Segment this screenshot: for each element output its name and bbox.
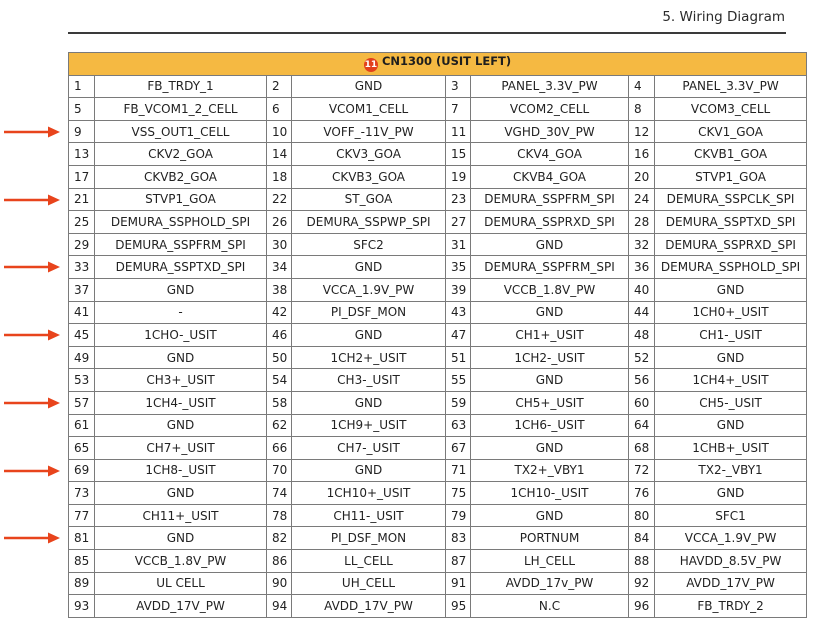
pin-signal: CH3+_USIT: [95, 369, 267, 392]
pin-signal: GND: [655, 482, 807, 505]
pin-number: 19: [446, 165, 471, 188]
pin-signal: CH3-_USIT: [292, 369, 446, 392]
pin-signal: VOFF_-11V_PW: [292, 120, 446, 143]
pin-signal: SFC2: [292, 233, 446, 256]
table-row: [69, 437, 807, 460]
table-row: [69, 459, 807, 482]
pin-number: 33: [69, 256, 95, 279]
pin-number: 20: [629, 165, 655, 188]
pin-number: 42: [267, 301, 292, 324]
pin-number: 28: [629, 211, 655, 234]
pin-table: [68, 52, 807, 618]
pin-number: 81: [69, 527, 95, 550]
pin-signal: DEMURA_SSPHOLD_SPI: [95, 211, 267, 234]
pin-number: 10: [267, 120, 292, 143]
pin-number: 83: [446, 527, 471, 550]
pin-signal: CKV2_GOA: [95, 143, 267, 166]
pin-signal: VCOM1_CELL: [292, 98, 446, 121]
pin-number: 31: [446, 233, 471, 256]
header-rule: [68, 32, 786, 34]
connector-banner: [69, 53, 807, 76]
pin-signal: FB_TRDY_1: [95, 75, 267, 98]
pin-signal: GND: [655, 278, 807, 301]
table-row: [69, 324, 807, 347]
pin-signal: DEMURA_SSPRXD_SPI: [655, 233, 807, 256]
pin-signal: 1CH4-_USIT: [95, 391, 267, 414]
pin-signal: 1CH0+_USIT: [655, 301, 807, 324]
pin-signal: CH5-_USIT: [655, 391, 807, 414]
pin-signal: GND: [292, 256, 446, 279]
pin-number: 52: [629, 346, 655, 369]
pin-signal: DEMURA_SSPHOLD_SPI: [655, 256, 807, 279]
pin-number: 17: [69, 165, 95, 188]
pin-number: 45: [69, 324, 95, 347]
pin-number: 90: [267, 572, 292, 595]
table-row: [69, 143, 807, 166]
pin-number: 88: [629, 550, 655, 573]
pin-number: 16: [629, 143, 655, 166]
pin-signal: VCOM2_CELL: [471, 98, 629, 121]
pin-signal: CKVB1_GOA: [655, 143, 807, 166]
pin-number: 56: [629, 369, 655, 392]
table-row: [69, 188, 807, 211]
arrow-icon: [4, 532, 60, 544]
pin-signal: GND: [471, 504, 629, 527]
table-row: [69, 278, 807, 301]
pin-signal: PI_DSF_MON: [292, 301, 446, 324]
pin-number: 77: [69, 504, 95, 527]
pin-signal: GND: [95, 414, 267, 437]
pin-number: 96: [629, 595, 655, 618]
pin-signal: GND: [471, 369, 629, 392]
pin-number: 87: [446, 550, 471, 573]
pin-signal: VCCA_1.9V_PW: [655, 527, 807, 550]
pin-signal: GND: [655, 346, 807, 369]
table-row: [69, 233, 807, 256]
pin-signal: GND: [292, 459, 446, 482]
pin-signal: 1CH6-_USIT: [471, 414, 629, 437]
pin-signal: CH7-_USIT: [292, 437, 446, 460]
pin-number: 22: [267, 188, 292, 211]
pin-signal: LH_CELL: [471, 550, 629, 573]
pin-number: 4: [629, 75, 655, 98]
pin-number: 47: [446, 324, 471, 347]
pin-signal: TX2-_VBY1: [655, 459, 807, 482]
pin-number: 2: [267, 75, 292, 98]
pin-number: 40: [629, 278, 655, 301]
pin-signal: DEMURA_SSPFRM_SPI: [471, 256, 629, 279]
pin-number: 44: [629, 301, 655, 324]
pin-signal: FB_TRDY_2: [655, 595, 807, 618]
pin-signal: CKVB2_GOA: [95, 165, 267, 188]
pin-signal: VSS_OUT1_CELL: [95, 120, 267, 143]
pin-number: 66: [267, 437, 292, 460]
pin-number: 5: [69, 98, 95, 121]
pin-number: 6: [267, 98, 292, 121]
pin-signal: GND: [292, 75, 446, 98]
pin-number: 38: [267, 278, 292, 301]
pin-number: 86: [267, 550, 292, 573]
pin-signal: 1CH10+_USIT: [292, 482, 446, 505]
pin-number: 24: [629, 188, 655, 211]
arrow-icon: [4, 465, 60, 477]
pin-signal: PANEL_3.3V_PW: [471, 75, 629, 98]
table-row: [69, 211, 807, 234]
pin-number: 14: [267, 143, 292, 166]
pin-number: 54: [267, 369, 292, 392]
pin-number: 76: [629, 482, 655, 505]
pin-number: 72: [629, 459, 655, 482]
pin-signal: GND: [95, 482, 267, 505]
pin-number: 12: [629, 120, 655, 143]
pin-signal: DEMURA_SSPFRM_SPI: [471, 188, 629, 211]
pin-signal: TX2+_VBY1: [471, 459, 629, 482]
table-row: [69, 572, 807, 595]
pin-number: 74: [267, 482, 292, 505]
pin-number: 59: [446, 391, 471, 414]
pin-number: 93: [69, 595, 95, 618]
table-row: [69, 346, 807, 369]
pin-number: 60: [629, 391, 655, 414]
pin-signal: 1CHO-_USIT: [95, 324, 267, 347]
pin-signal: PI_DSF_MON: [292, 527, 446, 550]
pin-number: 39: [446, 278, 471, 301]
table-row: [69, 527, 807, 550]
pin-number: 55: [446, 369, 471, 392]
pin-number: 69: [69, 459, 95, 482]
pin-number: 80: [629, 504, 655, 527]
pin-number: 43: [446, 301, 471, 324]
pin-signal: STVP1_GOA: [655, 165, 807, 188]
pin-signal: CH11+_USIT: [95, 504, 267, 527]
pin-number: 70: [267, 459, 292, 482]
pin-signal: VCCA_1.9V_PW: [292, 278, 446, 301]
pin-signal: GND: [471, 301, 629, 324]
pin-table-body: [69, 75, 807, 617]
pin-number: 91: [446, 572, 471, 595]
pin-signal: AVDD_17V_PW: [292, 595, 446, 618]
arrow-icon: [4, 194, 60, 206]
pin-number: 26: [267, 211, 292, 234]
pin-number: 67: [446, 437, 471, 460]
arrow-icon: [4, 126, 60, 138]
pin-number: 21: [69, 188, 95, 211]
pin-number: 71: [446, 459, 471, 482]
pin-number: 25: [69, 211, 95, 234]
pin-number: 62: [267, 414, 292, 437]
pin-number: 53: [69, 369, 95, 392]
pin-number: 3: [446, 75, 471, 98]
pin-signal: CKVB3_GOA: [292, 165, 446, 188]
pin-signal: LL_CELL: [292, 550, 446, 573]
pin-signal: ST_GOA: [292, 188, 446, 211]
pin-signal: DEMURA_SSPRXD_SPI: [471, 211, 629, 234]
pin-signal: PORTNUM: [471, 527, 629, 550]
pin-signal: UH_CELL: [292, 572, 446, 595]
pin-signal: GND: [95, 278, 267, 301]
pin-number: 11: [446, 120, 471, 143]
pin-signal: CKVB4_GOA: [471, 165, 629, 188]
pin-signal: GND: [655, 414, 807, 437]
pin-signal: SFC1: [655, 504, 807, 527]
pin-number: 48: [629, 324, 655, 347]
pin-signal: VCCB_1.8V_PW: [95, 550, 267, 573]
section-title: 5. Wiring Diagram: [662, 9, 785, 25]
pin-number: 36: [629, 256, 655, 279]
pin-signal: AVDD_17V_PW: [95, 595, 267, 618]
pin-signal: 1CH9+_USIT: [292, 414, 446, 437]
pin-number: 18: [267, 165, 292, 188]
pin-number: 61: [69, 414, 95, 437]
pin-number: 94: [267, 595, 292, 618]
table-row: [69, 98, 807, 121]
pin-number: 65: [69, 437, 95, 460]
pin-signal: UL CELL: [95, 572, 267, 595]
arrow-icon: [4, 261, 60, 273]
pin-signal: VGHD_30V_PW: [471, 120, 629, 143]
pin-signal: HAVDD_8.5V_PW: [655, 550, 807, 573]
pin-signal: 1CH2-_USIT: [471, 346, 629, 369]
pin-number: 41: [69, 301, 95, 324]
pin-signal: 1CH8-_USIT: [95, 459, 267, 482]
pin-number: 89: [69, 572, 95, 595]
pin-number: 92: [629, 572, 655, 595]
pin-signal: CKV3_GOA: [292, 143, 446, 166]
pin-signal: GND: [95, 346, 267, 369]
pin-number: 29: [69, 233, 95, 256]
pin-number: 23: [446, 188, 471, 211]
pin-signal: GND: [471, 437, 629, 460]
pin-number: 85: [69, 550, 95, 573]
pin-signal: CKV4_GOA: [471, 143, 629, 166]
pin-signal: CH1+_USIT: [471, 324, 629, 347]
table-row: [69, 256, 807, 279]
pin-signal: DEMURA_SSPCLK_SPI: [655, 188, 807, 211]
pin-number: 15: [446, 143, 471, 166]
table-row: [69, 482, 807, 505]
pin-signal: GND: [292, 391, 446, 414]
pin-signal: PANEL_3.3V_PW: [655, 75, 807, 98]
pin-signal: AVDD_17v_PW: [471, 572, 629, 595]
pin-number: 73: [69, 482, 95, 505]
pin-signal: 1CH4+_USIT: [655, 369, 807, 392]
pin-signal: VCCB_1.8V_PW: [471, 278, 629, 301]
arrow-icon: [4, 397, 60, 409]
pin-number: 84: [629, 527, 655, 550]
pin-number: 1: [69, 75, 95, 98]
pin-signal: GND: [95, 527, 267, 550]
table-row: [69, 595, 807, 618]
pin-number: 95: [446, 595, 471, 618]
pin-signal: CH7+_USIT: [95, 437, 267, 460]
pin-signal: N.C: [471, 595, 629, 618]
table-row: [69, 165, 807, 188]
pin-number: 50: [267, 346, 292, 369]
pin-number: 82: [267, 527, 292, 550]
table-row: [69, 504, 807, 527]
pin-number: 78: [267, 504, 292, 527]
pin-signal: 1CHB+_USIT: [655, 437, 807, 460]
pin-signal: FB_VCOM1_2_CELL: [95, 98, 267, 121]
pin-signal: -: [95, 301, 267, 324]
connector-number-badge: 11: [364, 60, 378, 71]
pin-signal: GND: [292, 324, 446, 347]
arrow-icon: [4, 329, 60, 341]
table-row: [69, 301, 807, 324]
pin-signal: DEMURA_SSPWP_SPI: [292, 211, 446, 234]
pin-number: 49: [69, 346, 95, 369]
pin-number: 68: [629, 437, 655, 460]
pin-signal: CH1-_USIT: [655, 324, 807, 347]
pin-signal: 1CH2+_USIT: [292, 346, 446, 369]
table-row: [69, 414, 807, 437]
pin-number: 37: [69, 278, 95, 301]
pin-signal: GND: [471, 233, 629, 256]
pin-number: 32: [629, 233, 655, 256]
pin-number: 46: [267, 324, 292, 347]
pin-signal: DEMURA_SSPTXD_SPI: [655, 211, 807, 234]
connector-title: CN1300 (USIT LEFT): [381, 54, 512, 69]
table-row: [69, 369, 807, 392]
pin-number: 35: [446, 256, 471, 279]
pin-number: 58: [267, 391, 292, 414]
pin-signal: 1CH10-_USIT: [471, 482, 629, 505]
pin-number: 34: [267, 256, 292, 279]
table-row: [69, 120, 807, 143]
pin-signal: DEMURA_SSPFRM_SPI: [95, 233, 267, 256]
pin-number: 63: [446, 414, 471, 437]
pin-number: 7: [446, 98, 471, 121]
pin-signal: CKV1_GOA: [655, 120, 807, 143]
pin-signal: CH11-_USIT: [292, 504, 446, 527]
pin-number: 8: [629, 98, 655, 121]
table-row: [69, 391, 807, 414]
pin-number: 79: [446, 504, 471, 527]
pin-signal: DEMURA_SSPTXD_SPI: [95, 256, 267, 279]
pin-number: 30: [267, 233, 292, 256]
table-row: [69, 75, 807, 98]
pin-number: 51: [446, 346, 471, 369]
pin-number: 13: [69, 143, 95, 166]
pin-number: 57: [69, 391, 95, 414]
pin-number: 9: [69, 120, 95, 143]
pin-signal: CH5+_USIT: [471, 391, 629, 414]
connector-banner-row: [69, 53, 807, 76]
pin-signal: STVP1_GOA: [95, 188, 267, 211]
pin-number: 64: [629, 414, 655, 437]
pin-number: 75: [446, 482, 471, 505]
pin-number: 27: [446, 211, 471, 234]
table-row: [69, 550, 807, 573]
pin-signal: AVDD_17V_PW: [655, 572, 807, 595]
pin-signal: VCOM3_CELL: [655, 98, 807, 121]
